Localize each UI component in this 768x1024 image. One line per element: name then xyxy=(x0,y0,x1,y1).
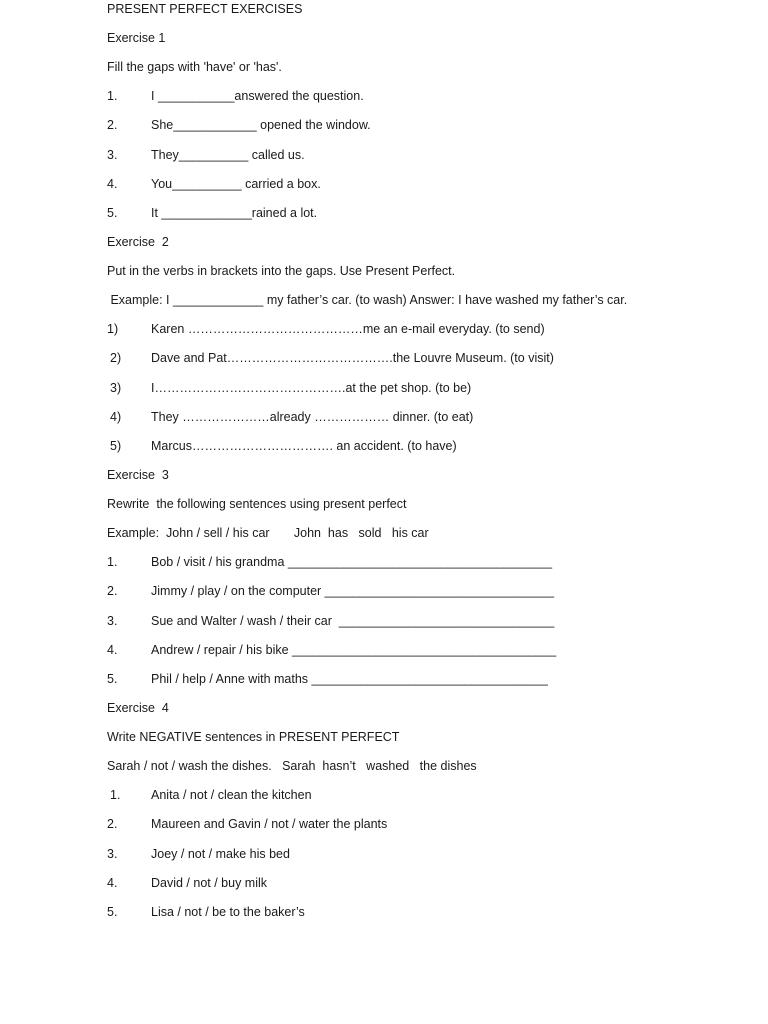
exercise1-item-number: 2. xyxy=(107,118,118,132)
exercise1-item-number: 4. xyxy=(107,177,118,191)
exercise1-item-text: It _____________rained a lot. xyxy=(151,206,318,220)
exercise1-heading: Exercise 1 xyxy=(107,31,166,45)
exercise4-item-number: 2. xyxy=(107,817,118,831)
exercise2-item-number: 1) xyxy=(107,322,119,336)
exercise3-item-number: 1. xyxy=(107,555,118,569)
exercise3-item-text: Jimmy / play / on the computer _________________________________ xyxy=(151,584,555,598)
exercise3-instruction: Rewrite the following sentences using present perfect xyxy=(107,497,407,511)
page-title: PRESENT PERFECT EXERCISES xyxy=(107,2,303,16)
exercise4-item-text: Joey / not / make his bed xyxy=(151,847,290,861)
exercise4-item-text: Maureen and Gavin / not / water the plants xyxy=(151,817,388,831)
exercise1-item-number: 3. xyxy=(107,148,118,162)
exercise1-item-text: I ___________answered the question. xyxy=(151,89,364,103)
exercise2-heading: Exercise 2 xyxy=(107,235,169,249)
exercise3-example: Example: John / sell / his car John has sold his car xyxy=(107,526,429,540)
exercise1-instruction: Fill the gaps with 'have' or 'has'. xyxy=(107,60,282,74)
exercise2-item-text: Marcus……………………………. an accident. (to have) xyxy=(151,439,457,453)
exercise1-item-number: 1. xyxy=(107,89,118,103)
exercise3-item-number: 2. xyxy=(107,584,118,598)
exercise4-item-text: Anita / not / clean the kitchen xyxy=(151,788,312,802)
exercise2-example: Example: I _____________ my father’s car. (to wash) Answer: I have washed my father’s car. xyxy=(107,293,628,307)
exercise3-item-number: 5. xyxy=(107,672,118,686)
exercise2-item-number: 5) xyxy=(110,439,122,453)
exercise4-instruction: Write NEGATIVE sentences in PRESENT PERFECT xyxy=(107,730,400,744)
exercise1-item-text: They__________ called us. xyxy=(151,148,305,162)
exercise3-heading: Exercise 3 xyxy=(107,468,169,482)
exercise2-item-text: I……………………………………….at the pet shop. (to be) xyxy=(151,381,472,395)
exercise3-item-number: 4. xyxy=(107,643,118,657)
exercise1-item-text: You__________ carried a box. xyxy=(151,177,321,191)
exercise3-item-number: 3. xyxy=(107,614,118,628)
exercise2-item-number: 2) xyxy=(110,351,122,365)
exercise2-item-text: They …………………already ……………… dinner. (to eat) xyxy=(151,410,474,424)
exercise2-item-number: 4) xyxy=(110,410,122,424)
exercise3-item-text: Bob / visit / his grandma ______________________________________ xyxy=(151,555,553,569)
exercise1-item-text: She____________ opened the window. xyxy=(151,118,371,132)
exercise4-item-text: David / not / buy milk xyxy=(151,876,268,890)
exercise4-item-number: 3. xyxy=(107,847,118,861)
exercise2-instruction: Put in the verbs in brackets into the gaps. Use Present Perfect. xyxy=(107,264,456,278)
exercise2-item-text: Dave and Pat………………………………….the Louvre Museum. (to visit) xyxy=(151,351,554,365)
exercise3-item-text: Andrew / repair / his bike ______________________________________ xyxy=(151,643,557,657)
exercise4-item-number: 1. xyxy=(110,788,121,802)
exercise1-item-number: 5. xyxy=(107,206,118,220)
exercise4-item-number: 5. xyxy=(107,905,118,919)
exercise4-example: Sarah / not / wash the dishes. Sarah hasn’t washed the dishes xyxy=(107,759,477,773)
exercise2-item-text: Karen ……………………………………me an e-mail everyday. (to send) xyxy=(151,322,545,336)
exercise4-heading: Exercise 4 xyxy=(107,701,169,715)
exercise3-item-text: Phil / help / Anne with maths __________________________________ xyxy=(151,672,548,686)
exercise3-item-text: Sue and Walter / wash / their car _______________________________ xyxy=(151,614,555,628)
exercise4-item-text: Lisa / not / be to the baker’s xyxy=(151,905,305,919)
exercise2-item-number: 3) xyxy=(110,381,122,395)
exercise4-item-number: 4. xyxy=(107,876,118,890)
